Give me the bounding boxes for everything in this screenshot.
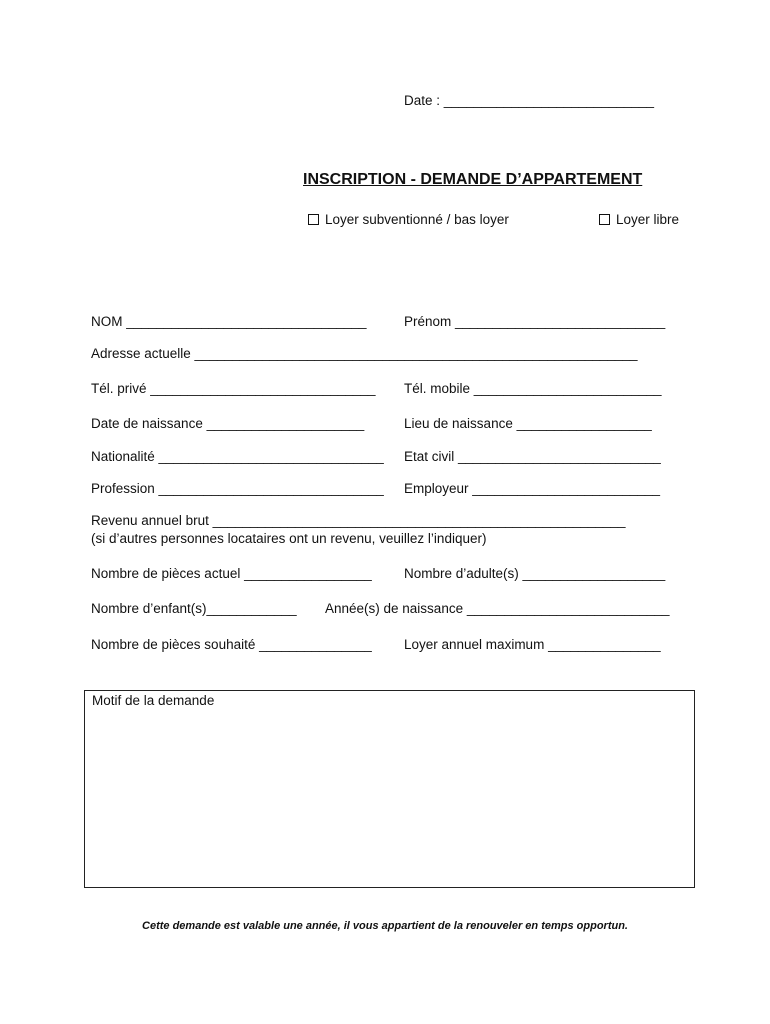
field-adultes[interactable]: Nombre d’adulte(s) ___________________ xyxy=(404,566,666,581)
field-pieces-souhaite[interactable]: Nombre de pièces souhaité _______________ xyxy=(91,637,372,652)
field-prenom[interactable]: Prénom ____________________________ xyxy=(404,314,666,329)
option-subsidized-rent[interactable] xyxy=(308,213,509,227)
field-revenu[interactable]: Revenu annuel brut _______________________________________________________ xyxy=(91,513,626,528)
option-subsidized-label: Loyer subventionné / bas loyer xyxy=(325,212,509,227)
field-employeur[interactable]: Employeur _________________________ xyxy=(404,481,660,496)
field-tel-mobile[interactable]: Tél. mobile _________________________ xyxy=(404,381,662,396)
motif-textarea[interactable] xyxy=(84,690,695,888)
field-tel-prive[interactable]: Tél. privé ______________________________ xyxy=(91,381,376,396)
field-loyer-max[interactable]: Loyer annuel maximum _______________ xyxy=(404,637,661,652)
motif-label: Motif de la demande xyxy=(92,693,215,708)
field-etat-civil[interactable]: Etat civil ___________________________ xyxy=(404,449,661,464)
field-pieces-actuel[interactable]: Nombre de pièces actuel _________________ xyxy=(91,566,372,581)
footer-note: Cette demande est valable une année, il vous appartient de la renouveler en temps opportun. xyxy=(142,920,628,932)
field-date-naissance[interactable]: Date de naissance _____________________ xyxy=(91,416,365,431)
field-enfants[interactable]: Nombre d’enfant(s)____________ xyxy=(91,601,297,616)
field-lieu-naissance[interactable]: Lieu de naissance __________________ xyxy=(404,416,652,431)
field-nom[interactable]: NOM ________________________________ xyxy=(91,314,367,329)
checkbox-icon[interactable] xyxy=(599,214,610,225)
form-title: INSCRIPTION - DEMANDE D’APPARTEMENT xyxy=(303,171,643,188)
date-field[interactable]: Date : ____________________________ xyxy=(404,93,654,108)
field-profession[interactable]: Profession ______________________________ xyxy=(91,481,384,496)
option-free-rent[interactable] xyxy=(599,213,679,227)
field-adresse[interactable]: Adresse actuelle ___________________________________________________________ xyxy=(91,346,638,361)
field-annees-naissance[interactable]: Année(s) de naissance ___________________________ xyxy=(325,601,670,616)
option-free-label: Loyer libre xyxy=(616,212,680,227)
revenu-note: (si d’autres personnes locataires ont un revenu, veuillez l’indiquer) xyxy=(91,531,487,546)
checkbox-icon[interactable] xyxy=(308,214,319,225)
field-nationalite[interactable]: Nationalité ______________________________ xyxy=(91,449,384,464)
